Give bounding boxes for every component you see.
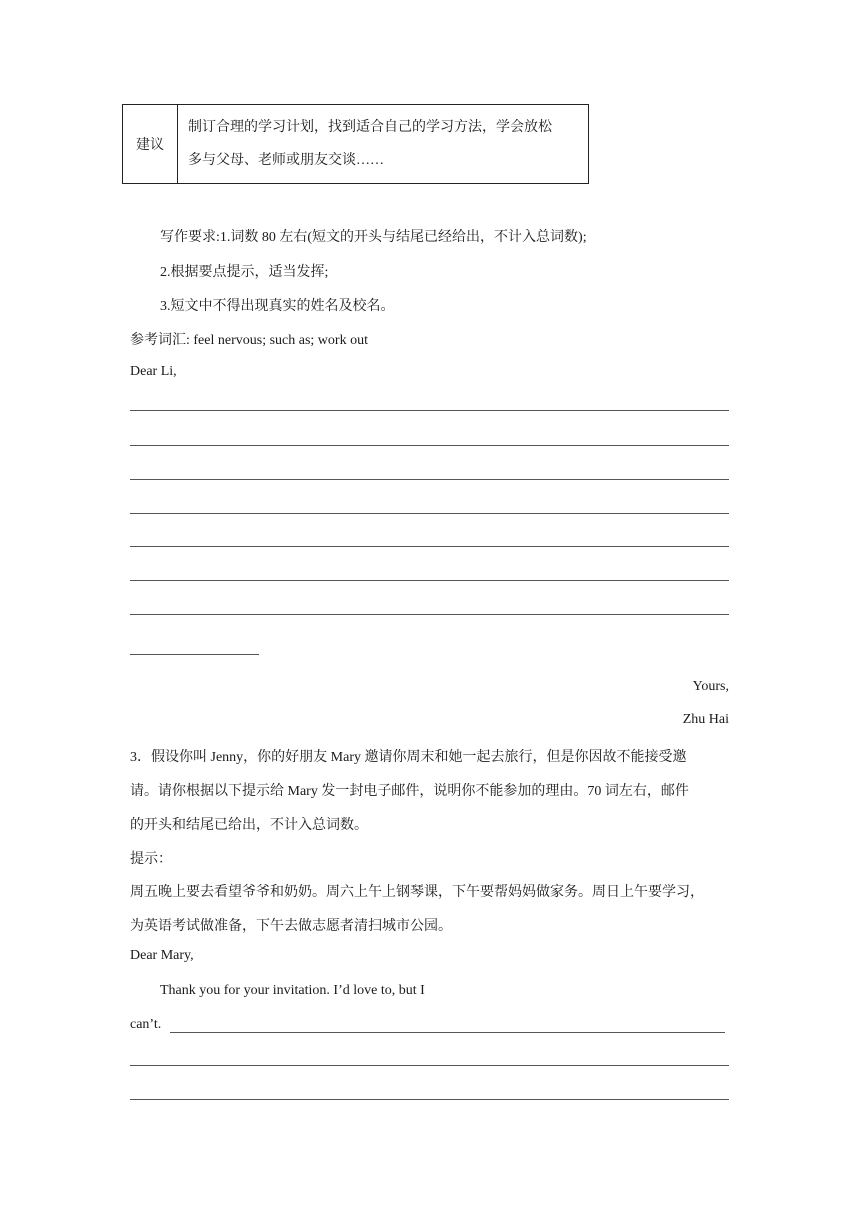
writing-line[interactable]: [130, 580, 729, 581]
letter1-signature: Zhu Hai: [682, 712, 729, 727]
letter1-closing: Yours,: [692, 679, 729, 694]
writing-line[interactable]: [130, 1099, 729, 1100]
hint-label: 提示：: [130, 852, 172, 867]
question3-line2: 请。请你根据以下提示给 Mary 发一封电子邮件，说明你不能参加的理由。70 词左右，邮件: [130, 784, 689, 799]
letter2-opening: Thank you for your invitation. I’d love to, but I: [160, 983, 425, 998]
writing-line[interactable]: [130, 1065, 729, 1066]
writing-line[interactable]: [170, 1032, 725, 1033]
hint-line1: 周五晚上要去看望爷爷和奶奶。周六上午上钢琴课，下午要帮妈妈做家务。周日上午要学习，: [130, 885, 704, 900]
writing-line[interactable]: [130, 614, 729, 615]
question3-line3: 的开头和结尾已给出，不计入总词数。: [130, 818, 368, 833]
table-content-line2: 多与父母、老师或朋友交谈……: [188, 153, 384, 168]
hint-line2: 为英语考试做准备，下午去做志愿者清扫城市公园。: [130, 919, 452, 934]
table-content: [178, 105, 589, 184]
vocab-hint: 参考词汇: feel nervous; such as; work out: [130, 333, 368, 348]
table-content-line1: 制订合理的学习计划，找到适合自己的学习方法，学会放松: [188, 120, 552, 135]
writing-line[interactable]: [130, 445, 729, 446]
writing-line[interactable]: [130, 410, 729, 411]
table-label: 建议: [123, 105, 178, 184]
writing-line[interactable]: [130, 546, 729, 547]
question3-line1: 3．假设你叫 Jenny，你的好朋友 Mary 邀请你周末和她一起去旅行，但是你因故不能接受邀: [130, 750, 687, 765]
writing-line[interactable]: [130, 513, 729, 514]
writing-line-short[interactable]: [130, 654, 259, 655]
letter2-greeting: Dear Mary,: [130, 948, 194, 963]
writing-line[interactable]: [130, 479, 729, 480]
suggestion-table: [122, 104, 589, 184]
letter1-greeting: Dear Li,: [130, 364, 177, 379]
requirement-3: 3.短文中不得出现真实的姓名及校名。: [160, 299, 395, 314]
requirement-1: 写作要求:1.词数 80 左右(短文的开头与结尾已经给出，不计入总词数);: [160, 230, 587, 245]
requirement-2: 2.根据要点提示，适当发挥;: [160, 265, 329, 280]
letter2-cant: can’t.: [130, 1017, 162, 1032]
